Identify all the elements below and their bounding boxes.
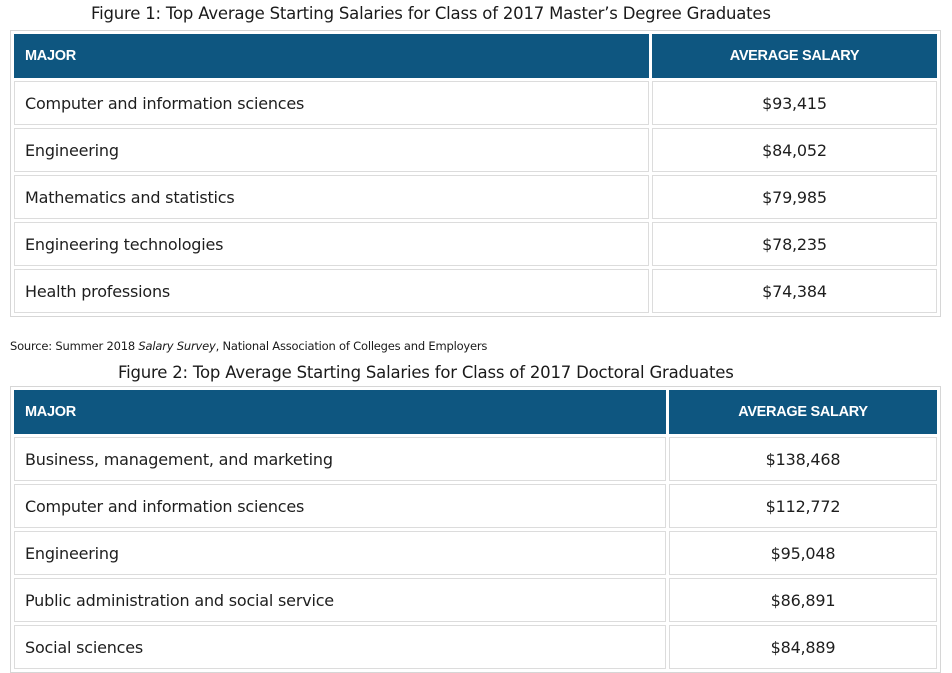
major-cell: Public administration and social service [14,578,666,622]
column-header-average-salary: AVERAGE SALARY [669,390,937,434]
salary-cell: $138,468 [669,437,937,481]
column-header-major: MAJOR [14,390,666,434]
table-row [14,578,937,622]
table-header-row [14,34,937,78]
table-row [14,222,937,266]
figure-2-table [10,386,941,673]
table-row [14,531,937,575]
table-row [14,484,937,528]
salary-cell: $84,052 [652,128,937,172]
table-row [14,625,937,669]
salary-cell: $79,985 [652,175,937,219]
table-row [14,437,937,481]
major-cell: Engineering technologies [14,222,649,266]
major-cell: Business, management, and marketing [14,437,666,481]
figure-1-title: Figure 1: Top Average Starting Salaries for Class of 2017 Master’s Degree Graduates [91,4,771,23]
major-cell: Health professions [14,269,649,313]
major-cell: Computer and information sciences [14,81,649,125]
major-cell: Engineering [14,128,649,172]
figure-1-table [10,30,941,317]
source-survey-name: Salary Survey [138,339,216,353]
salary-cell: $78,235 [652,222,937,266]
table-row [14,269,937,313]
source-prefix: Source: Summer 2018 [10,339,139,353]
table-row [14,128,937,172]
source-note [10,339,487,353]
major-cell: Computer and information sciences [14,484,666,528]
column-header-major: MAJOR [14,34,649,78]
salary-cell: $84,889 [669,625,937,669]
source-suffix: , National Association of Colleges and Employers [215,339,488,353]
table-row [14,175,937,219]
salary-cell: $95,048 [669,531,937,575]
column-header-average-salary: AVERAGE SALARY [652,34,937,78]
major-cell: Mathematics and statistics [14,175,649,219]
salary-cell: $112,772 [669,484,937,528]
figure-2-title: Figure 2: Top Average Starting Salaries for Class of 2017 Doctoral Graduates [118,363,734,382]
salary-cell: $74,384 [652,269,937,313]
salary-cell: $86,891 [669,578,937,622]
major-cell: Social sciences [14,625,666,669]
table-header-row [14,390,937,434]
table-row [14,81,937,125]
major-cell: Engineering [14,531,666,575]
salary-cell: $93,415 [652,81,937,125]
